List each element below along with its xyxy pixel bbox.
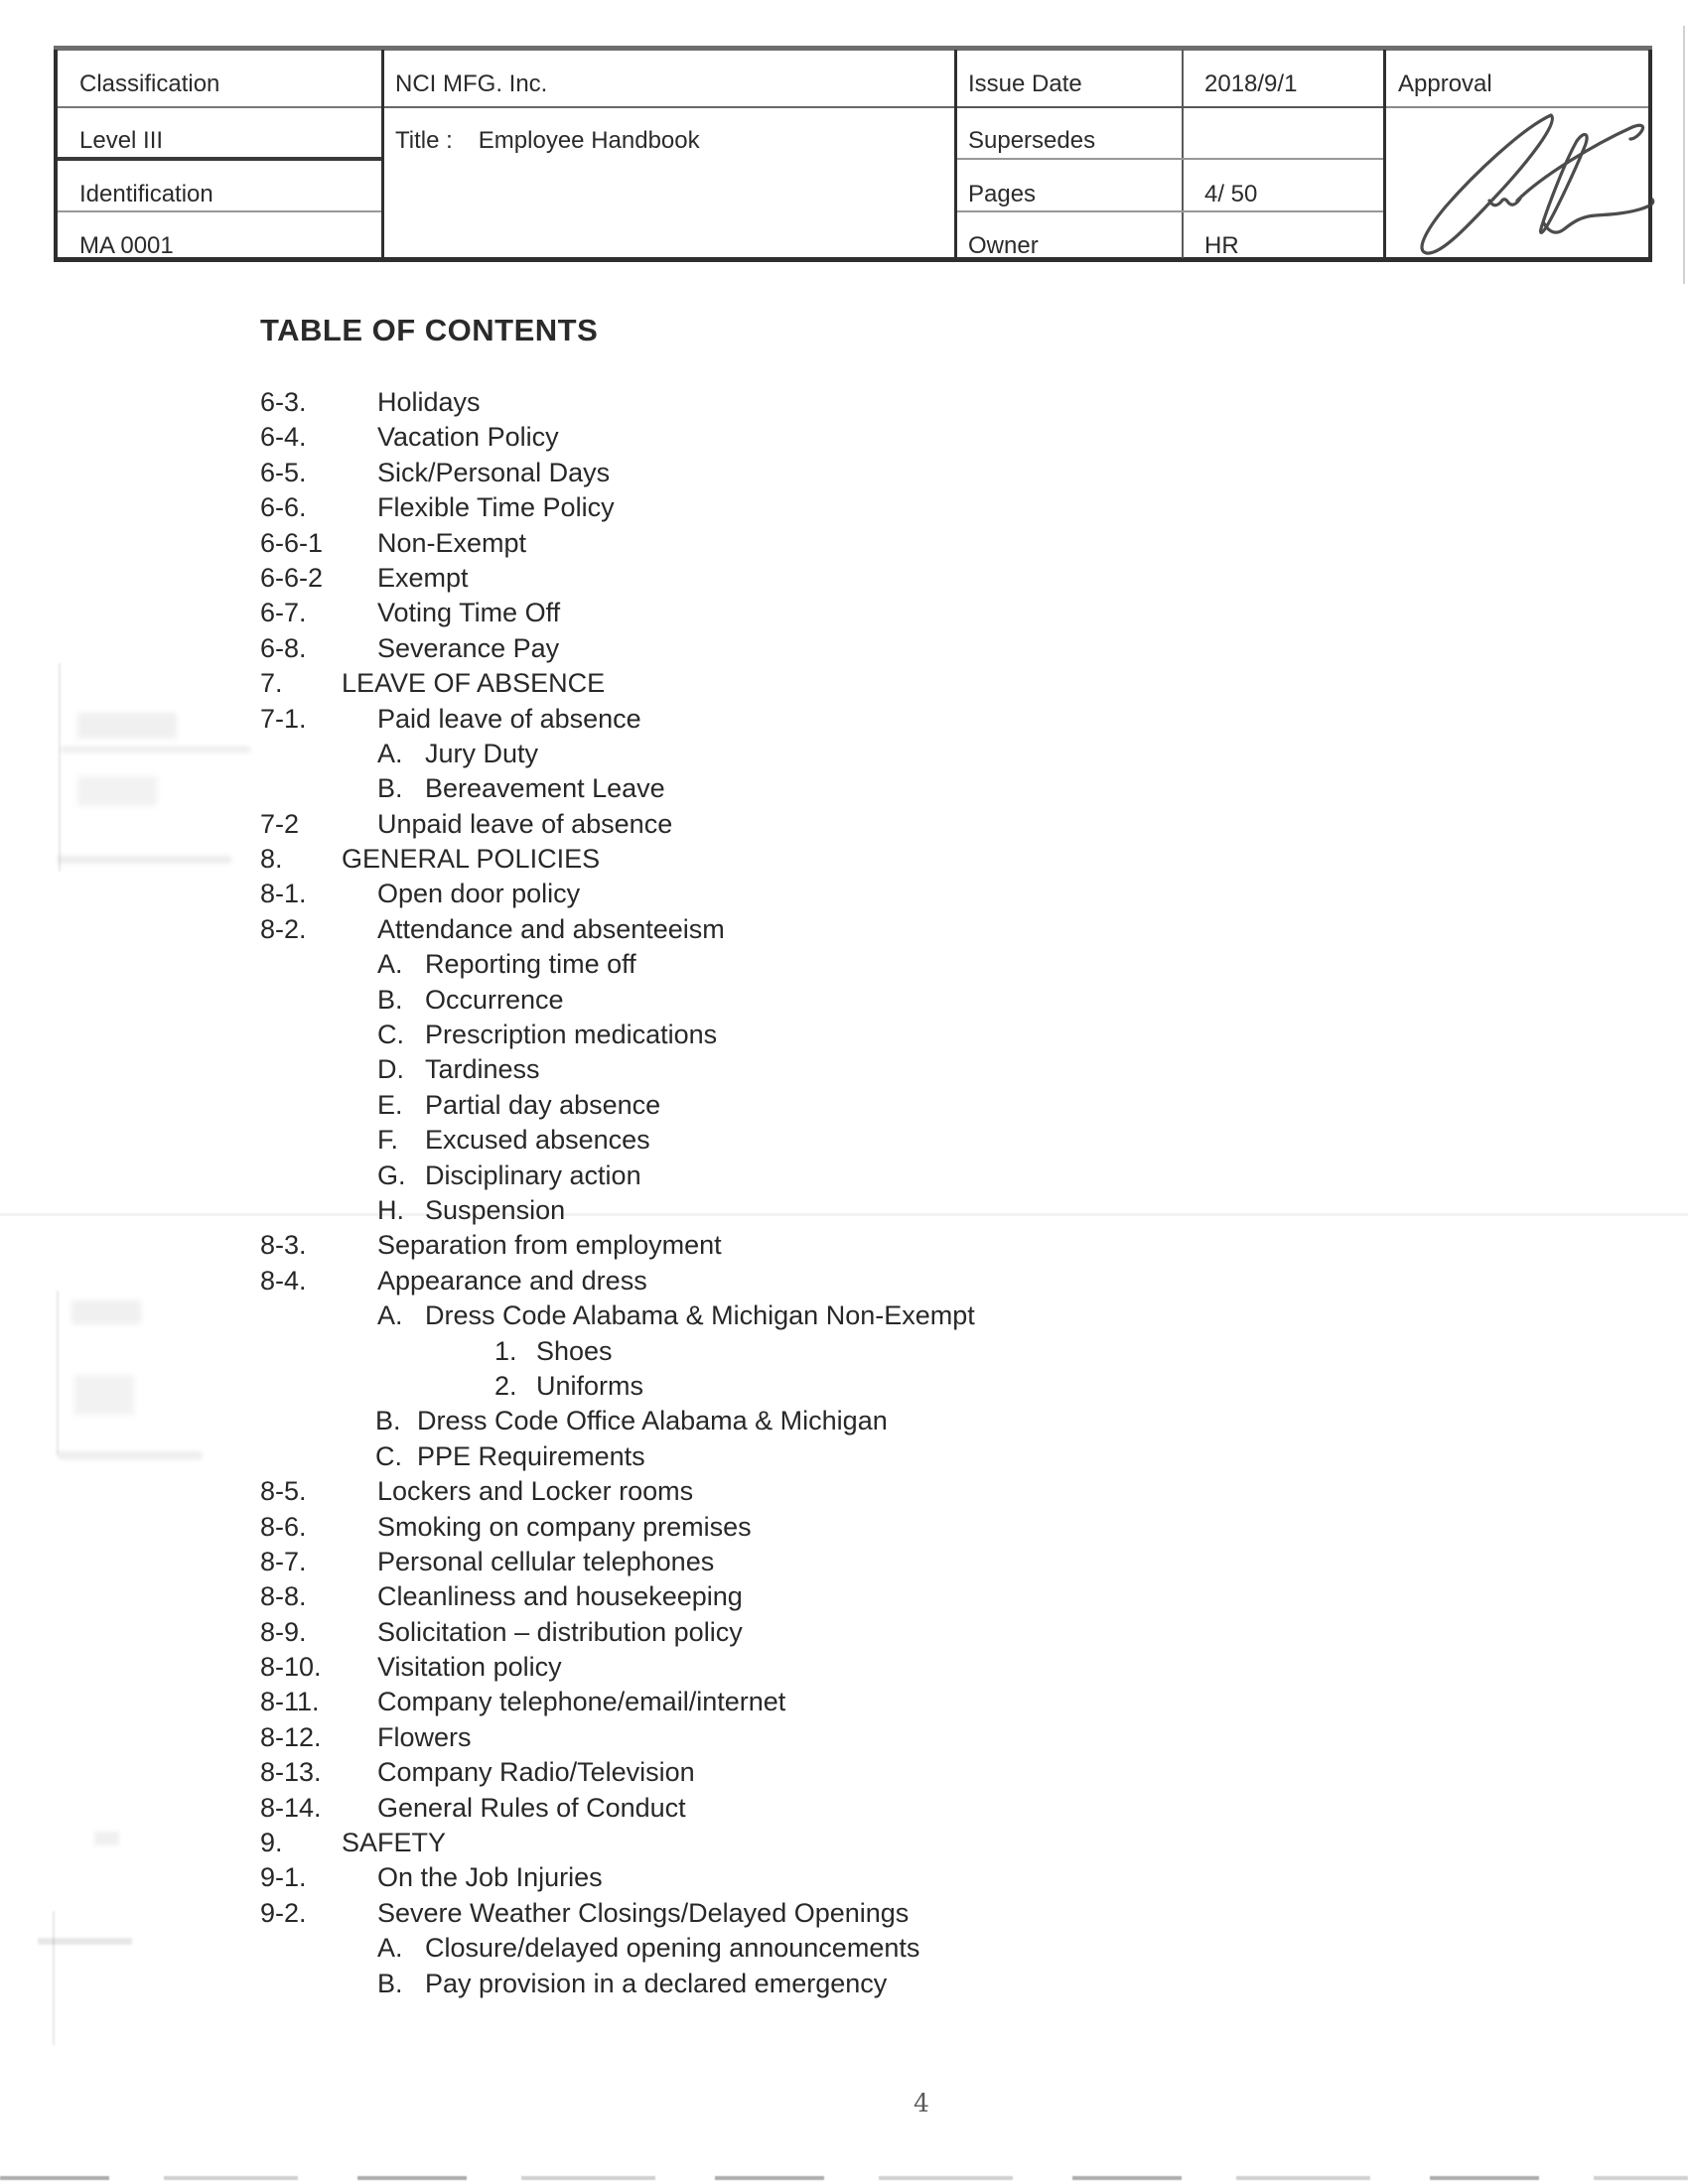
table-rule — [957, 106, 1383, 108]
toc-entry-label: Sick/Personal Days — [377, 457, 611, 487]
table-rule — [58, 210, 381, 212]
table-divider — [1182, 50, 1184, 258]
table-border-top — [54, 46, 1652, 51]
toc-entry — [260, 1685, 1551, 1719]
toc-entry-label: Dress Code Office Alabama & Michigan — [417, 1406, 888, 1436]
toc-entry-number: B. — [377, 773, 403, 804]
toc-entry-number: A. — [377, 1933, 403, 1964]
issue-date-value: 2018/9/1 — [1204, 70, 1298, 97]
issue-date-label: Issue Date — [968, 70, 1082, 97]
toc-entry-label: Shoes — [536, 1335, 613, 1366]
toc-entry-label: Pay provision in a declared emergency — [425, 1968, 888, 1998]
toc-entry-number: 9-2. — [260, 1897, 307, 1928]
toc-entry-label: Flowers — [377, 1721, 472, 1752]
toc-entry — [260, 877, 1551, 911]
toc-entry-label: Unpaid leave of absence — [377, 808, 673, 839]
toc-entry — [260, 1579, 1551, 1614]
toc-entry-number: 6-8. — [260, 632, 307, 663]
toc-entry-number: H. — [377, 1194, 404, 1225]
toc-entry — [260, 561, 1551, 596]
toc-entry-label: Flexible Time Policy — [377, 492, 615, 523]
company-name: NCI MFG. Inc. — [395, 70, 548, 97]
toc-entry-number: 6-6-2 — [260, 562, 324, 593]
toc-entry-label: Partial day absence — [425, 1089, 661, 1120]
toc-entry-label: SAFETY — [342, 1828, 447, 1858]
toc-entry-number: 6-5. — [260, 457, 307, 487]
toc-entry — [260, 666, 1551, 701]
toc-entry-number: D. — [377, 1054, 404, 1085]
toc-entry-label: Reporting time off — [425, 949, 636, 980]
toc-entry — [260, 631, 1551, 666]
toc-entry-number: 9. — [260, 1828, 283, 1858]
toc-entry-number: B. — [377, 984, 403, 1015]
toc-entry-label: Vacation Policy — [377, 422, 559, 453]
toc-entry-number: 8-10. — [260, 1652, 322, 1683]
toc-entry-label: Occurrence — [425, 984, 564, 1015]
toc-entry-number: 9-1. — [260, 1862, 307, 1893]
toc-entry-number: E. — [377, 1089, 403, 1120]
toc-entry — [260, 842, 1551, 877]
toc-entry-label: Excused absences — [425, 1125, 650, 1156]
toc-entry — [377, 1088, 1551, 1123]
table-border-left — [54, 50, 58, 258]
toc-entry — [260, 1474, 1551, 1509]
toc-entry — [494, 1334, 1551, 1369]
toc-entry-label: Jury Duty — [425, 738, 539, 768]
toc-entry-label: Personal cellular telephones — [377, 1546, 715, 1576]
toc-entry-number: 8-8. — [260, 1581, 307, 1612]
toc-entry-number: A. — [377, 738, 403, 768]
scan-smudge — [77, 713, 177, 739]
toc-entry — [260, 702, 1551, 737]
toc-entry — [377, 1298, 1551, 1333]
toc-list — [260, 385, 1551, 2001]
approval-signature-icon — [1410, 109, 1668, 263]
toc-entry-label: General Rules of Conduct — [377, 1792, 686, 1823]
toc-entry-number: F. — [377, 1125, 399, 1156]
scan-smudge — [71, 1300, 141, 1324]
toc-entry-number: 8-9. — [260, 1616, 307, 1647]
scan-edge-line — [1683, 26, 1685, 284]
scan-smudge — [74, 1375, 134, 1415]
toc-entry — [377, 1018, 1551, 1052]
toc-entry-label: On the Job Injuries — [377, 1862, 603, 1893]
scan-edge-bottom — [0, 2176, 1688, 2180]
toc-entry-number: 6-6-1 — [260, 527, 324, 558]
toc-entry-number: 6-6. — [260, 492, 307, 523]
document-header-table — [58, 50, 1648, 258]
toc-entry — [377, 1123, 1551, 1158]
toc-entry-label: Attendance and absenteeism — [377, 913, 725, 944]
toc-entry-number: B. — [377, 1968, 403, 1998]
toc-entry-label: Closure/delayed opening announcements — [425, 1933, 920, 1964]
pages-label: Pages — [968, 181, 1037, 207]
scan-smudge — [77, 776, 157, 806]
pages-value: 4/ 50 — [1204, 181, 1258, 207]
toc-entry-label: Suspension — [425, 1194, 566, 1225]
toc-entry — [377, 1052, 1551, 1087]
toc-entry-number: 8-5. — [260, 1476, 307, 1507]
toc-entry — [260, 1720, 1551, 1755]
toc-entry — [260, 1896, 1551, 1931]
scan-smudge — [58, 856, 231, 864]
classification-label: Classification — [79, 70, 220, 97]
toc-entry-number: G. — [377, 1160, 406, 1190]
title-label: Title : — [395, 127, 453, 154]
toc-entry — [260, 1510, 1551, 1545]
toc-heading: TABLE OF CONTENTS — [260, 313, 599, 347]
toc-entry-label: PPE Requirements — [417, 1440, 645, 1471]
toc-entry-label: Uniforms — [536, 1370, 644, 1401]
toc-entry-number: 8-6. — [260, 1511, 307, 1542]
scan-smudge — [62, 747, 250, 752]
toc-entry-label: GENERAL POLICIES — [342, 844, 601, 875]
scan-smudge — [94, 1832, 119, 1845]
toc-entry-number: 1. — [494, 1335, 517, 1366]
toc-entry-label: Company Radio/Television — [377, 1757, 695, 1788]
toc-entry — [260, 1826, 1551, 1860]
identification-label: Identification — [79, 181, 213, 207]
toc-entry — [260, 490, 1551, 525]
page-number: 4 — [914, 2089, 929, 2117]
toc-entry-label: Prescription medications — [425, 1020, 718, 1050]
scan-smudge — [57, 1291, 59, 1454]
table-rule — [957, 210, 1383, 212]
scan-smudge — [58, 1451, 202, 1459]
toc-entry-label: Bereavement Leave — [425, 773, 665, 804]
toc-entry-label: Company telephone/email/internet — [377, 1687, 786, 1717]
toc-entry-label: Solicitation – distribution policy — [377, 1616, 743, 1647]
toc-entry-number: 7-2 — [260, 808, 300, 839]
toc-entry-number: 8-4. — [260, 1265, 307, 1296]
table-rule — [58, 157, 381, 161]
toc-entry-number: B. — [375, 1406, 401, 1436]
toc-entry-number: 8-14. — [260, 1792, 322, 1823]
toc-entry — [260, 420, 1551, 455]
toc-entry-number: 8-3. — [260, 1230, 307, 1261]
toc-entry-number: 6-7. — [260, 598, 307, 628]
toc-entry-label: Appearance and dress — [377, 1265, 647, 1296]
toc-entry-label: Separation from employment — [377, 1230, 722, 1261]
approval-label: Approval — [1398, 70, 1492, 97]
toc-entry-number: 8-11. — [260, 1687, 320, 1717]
toc-entry-number: 8-13. — [260, 1757, 322, 1788]
toc-entry-label: Cleanliness and housekeeping — [377, 1581, 743, 1612]
toc-entry-label: Voting Time Off — [377, 598, 561, 628]
table-rule — [384, 106, 954, 108]
toc-entry-label: Smoking on company premises — [377, 1511, 752, 1542]
toc-entry-label: Open door policy — [377, 879, 581, 909]
owner-label: Owner — [968, 232, 1039, 259]
supersedes-label: Supersedes — [968, 127, 1096, 154]
table-rule — [957, 158, 1383, 160]
toc-entry-number: 6-3. — [260, 387, 307, 417]
toc-entry-number: 8. — [260, 844, 283, 875]
toc-entry-label: Holidays — [377, 387, 481, 417]
toc-entry-number: 7-1. — [260, 703, 307, 734]
toc-entry-label: Lockers and Locker rooms — [377, 1476, 694, 1507]
toc-entry — [260, 1228, 1551, 1263]
owner-value: HR — [1204, 232, 1239, 259]
toc-entry-label: Tardiness — [425, 1054, 540, 1085]
toc-entry-label: Non-Exempt — [377, 527, 527, 558]
toc-entry — [377, 1967, 1551, 2001]
toc-entry — [260, 912, 1551, 947]
toc-entry — [260, 1791, 1551, 1826]
toc-entry — [375, 1439, 1551, 1474]
identification-value: MA 0001 — [79, 232, 174, 259]
toc-entry — [260, 596, 1551, 630]
classification-value: Level III — [79, 127, 164, 154]
toc-entry-label: Dress Code Alabama & Michigan Non-Exempt — [425, 1300, 975, 1331]
scan-smudge — [53, 1911, 55, 2045]
toc-entry — [377, 947, 1551, 982]
toc-entry — [260, 1264, 1551, 1298]
toc-entry-number: A. — [377, 949, 403, 980]
toc-entry — [377, 1193, 1551, 1228]
table-divider — [954, 50, 957, 258]
toc-entry-number: C. — [375, 1440, 402, 1471]
toc-entry — [260, 807, 1551, 842]
toc-entry — [377, 771, 1551, 806]
title-value: Employee Handbook — [478, 127, 700, 154]
toc-entry-label: Visitation policy — [377, 1652, 562, 1683]
toc-entry-label: Disciplinary action — [425, 1160, 641, 1190]
toc-entry-label: Exempt — [377, 562, 469, 593]
toc-entry — [260, 1860, 1551, 1895]
toc-entry — [377, 1159, 1551, 1193]
table-rule — [58, 106, 381, 108]
toc-entry — [260, 385, 1551, 420]
scan-smudge — [38, 1938, 132, 1945]
toc-entry — [260, 456, 1551, 490]
toc-entry-number: 7. — [260, 668, 283, 699]
toc-entry-number: C. — [377, 1020, 404, 1050]
toc-entry — [377, 1931, 1551, 1966]
toc-entry — [260, 526, 1551, 561]
toc-entry — [260, 1545, 1551, 1579]
table-rule — [1386, 106, 1648, 108]
toc-entry-label: Severance Pay — [377, 632, 560, 663]
toc-entry-number: A. — [377, 1300, 403, 1331]
toc-entry — [375, 1404, 1551, 1438]
toc-entry-label: Severe Weather Closings/Delayed Openings — [377, 1897, 910, 1928]
toc-entry-number: 2. — [494, 1370, 517, 1401]
document-title — [395, 128, 700, 154]
toc-entry — [377, 983, 1551, 1018]
table-divider — [381, 50, 384, 258]
toc-entry-label: Paid leave of absence — [377, 703, 641, 734]
toc-entry — [260, 1615, 1551, 1650]
table-divider — [1383, 50, 1386, 258]
toc-entry-number: 8-1. — [260, 879, 307, 909]
scan-smudge — [59, 663, 61, 872]
toc-entry — [494, 1369, 1551, 1404]
toc-entry — [377, 737, 1551, 771]
toc-entry-number: 8-12. — [260, 1721, 322, 1752]
toc-entry — [260, 1755, 1551, 1790]
toc-entry — [260, 1650, 1551, 1685]
toc-entry-label: LEAVE OF ABSENCE — [342, 668, 606, 699]
toc-entry-number: 6-4. — [260, 422, 307, 453]
toc-entry-number: 8-2. — [260, 913, 307, 944]
toc-entry-number: 8-7. — [260, 1546, 307, 1576]
